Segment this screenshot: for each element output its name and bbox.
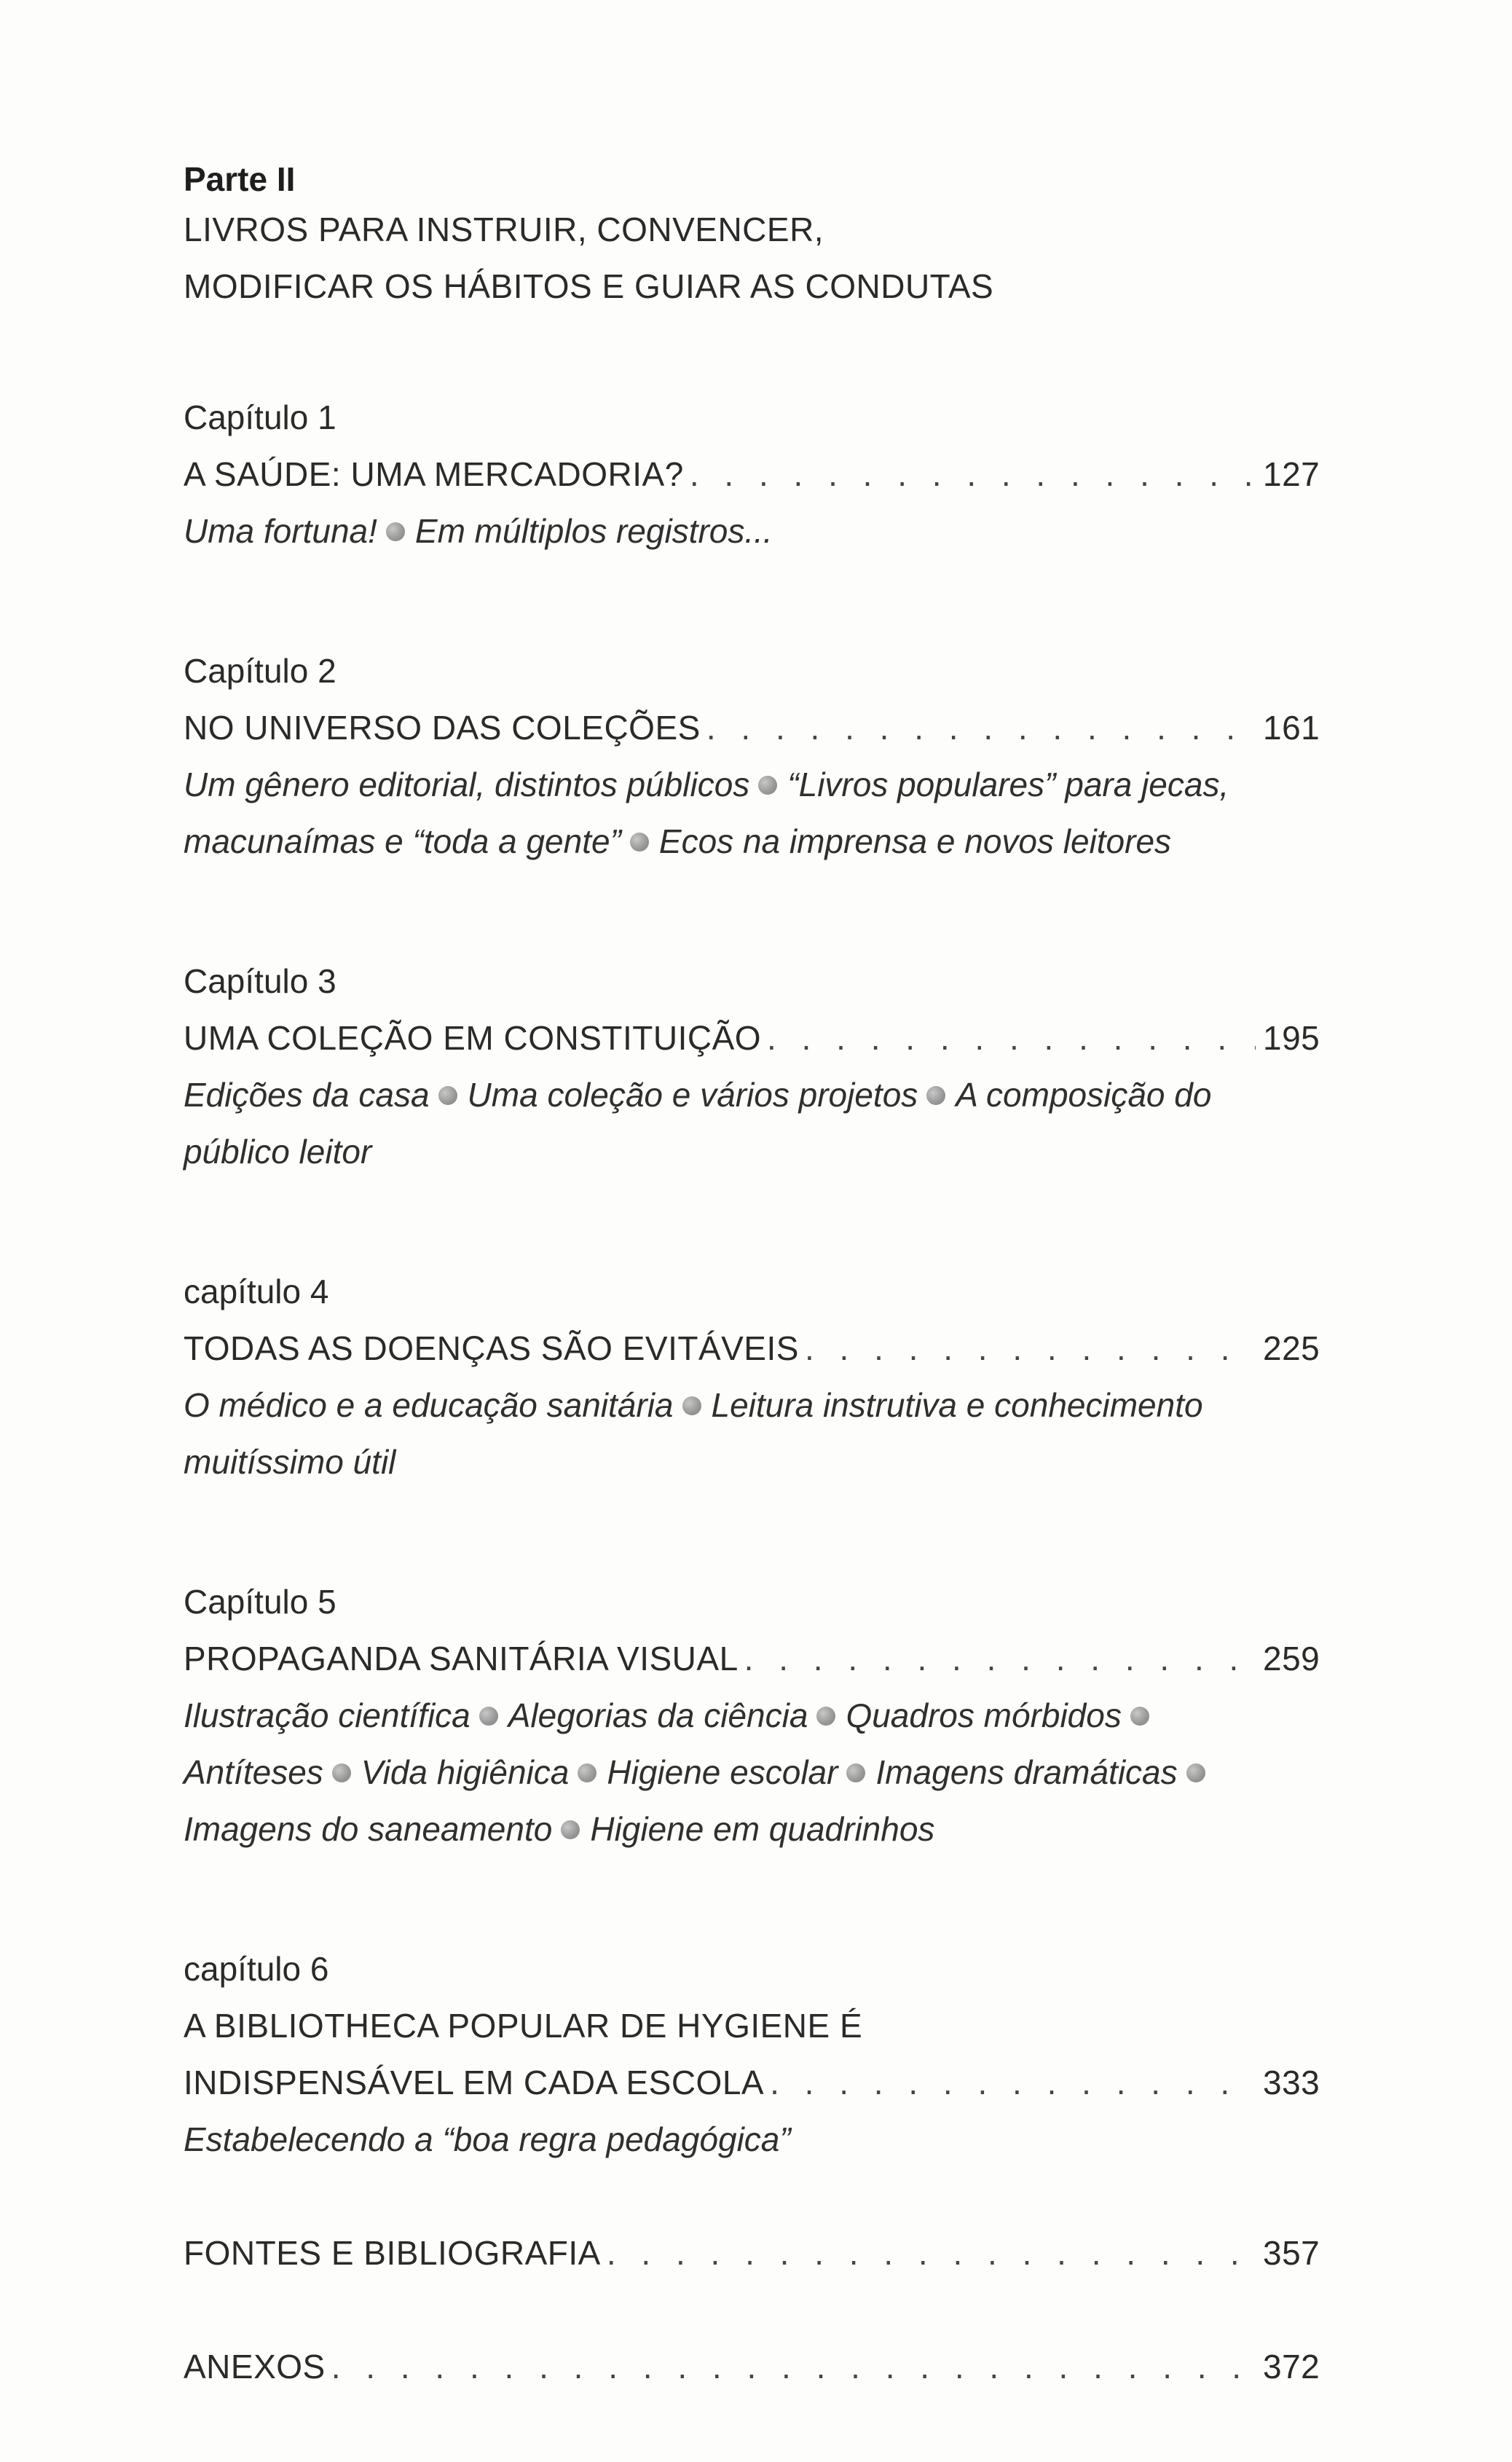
table-of-contents (184, 157, 1320, 2395)
chapter-4 (184, 1263, 1320, 1490)
chapter-label: capítulo 4 (184, 1273, 329, 1310)
chapter-subtopics (184, 1377, 1240, 1490)
bullet-icon (682, 1396, 701, 1415)
subtopic: Estabelecendo a “boa regra pedagógica” (184, 2120, 791, 2158)
subtopic: Imagens dramáticas (875, 1753, 1178, 1791)
chapter-subtopics (184, 2111, 1240, 2168)
subtopic: Alegorias da ciência (508, 1696, 808, 1734)
chapter-title: NO UNIVERSO DAS COLEÇÕES (184, 709, 701, 747)
chapter-label: Capítulo 2 (184, 652, 336, 690)
back-matter-title: FONTES E BIBLIOGRAFIA (184, 2234, 601, 2272)
bullet-icon (479, 1707, 498, 1726)
chapter-title: A SAÚDE: UMA MERCADORIA? (184, 455, 684, 493)
dot-leader (607, 2225, 1256, 2281)
chapter-title-entry[interactable] (184, 2054, 1320, 2111)
chapter-label: Capítulo 1 (184, 398, 336, 436)
bullet-icon (1130, 1707, 1149, 1726)
chapter-title-entry[interactable] (184, 699, 1320, 756)
dot-leader (331, 2338, 1256, 2395)
subtopic: Antíteses (184, 1753, 323, 1791)
subtopic: Ecos na imprensa e novos leitores (658, 822, 1172, 860)
bullet-icon (630, 833, 649, 852)
subtopic: Uma coleção e vários projetos (467, 1076, 918, 1114)
page-number: 372 (1263, 2348, 1320, 2386)
chapter-5 (184, 1573, 1320, 1857)
part-title-line-1: LIVROS PARA INSTRUIR, CONVENCER, (184, 211, 824, 248)
dot-leader (767, 1010, 1256, 1066)
dot-leader (744, 1630, 1256, 1687)
chapter-label: Capítulo 3 (184, 962, 336, 1000)
chapter-title-entry[interactable] (184, 1010, 1320, 1066)
chapter-title-line-1: A BIBLIOTHECA POPULAR DE HYGIENE É (184, 2007, 863, 2045)
subtopic: Leitura instrutiva e conhecimento muitíssimo útil (184, 1386, 1203, 1481)
subtopic: Imagens do saneamento (184, 1810, 553, 1848)
back-matter-annexes (184, 2338, 1320, 2395)
part-title-line-2: MODIFICAR OS HÁBITOS E GUIAR AS CONDUTAS (184, 267, 994, 305)
chapter-subtopics (184, 1066, 1240, 1180)
chapter-1 (184, 389, 1320, 559)
subtopic: A composição do público leitor (184, 1076, 1212, 1171)
chapter-3 (184, 953, 1320, 1180)
chapter-title: PROPAGANDA SANITÁRIA VISUAL (184, 1640, 739, 1678)
chapter-label: Capítulo 5 (184, 1583, 336, 1621)
chapter-title-entry[interactable] (184, 1320, 1320, 1377)
chapter-6 (184, 1940, 1320, 2168)
chapter-subtopics (184, 756, 1240, 870)
bullet-icon (438, 1086, 457, 1105)
back-matter-entry[interactable] (184, 2225, 1320, 2281)
page-number: 259 (1263, 1640, 1320, 1678)
page-number: 195 (1263, 1019, 1320, 1057)
bullet-icon (816, 1707, 835, 1726)
page-number: 161 (1263, 709, 1320, 747)
dot-leader (706, 699, 1256, 756)
subtopic: O médico e a educação sanitária (184, 1386, 674, 1424)
subtopic: Em múltiplos registros... (414, 512, 773, 550)
chapter-title: UMA COLEÇÃO EM CONSTITUIÇÃO (184, 1019, 762, 1057)
page-number: 225 (1263, 1329, 1320, 1367)
back-matter-bibliography (184, 2225, 1320, 2281)
page-number: 357 (1263, 2234, 1320, 2272)
chapter-2 (184, 642, 1320, 870)
subtopic: Uma fortuna! (184, 512, 377, 550)
subtopic: Vida higiênica (361, 1753, 570, 1791)
bullet-icon (386, 522, 405, 541)
chapter-title: INDISPENSÁVEL EM CADA ESCOLA (184, 2064, 765, 2101)
page-number: 127 (1263, 455, 1320, 493)
dot-leader (805, 1320, 1256, 1377)
subtopic: Ilustração científica (184, 1696, 470, 1734)
bullet-icon (578, 1763, 596, 1782)
chapter-title-entry[interactable] (184, 446, 1320, 503)
page-number: 333 (1263, 2064, 1320, 2101)
chapter-subtopics (184, 503, 1240, 559)
bullet-icon (561, 1820, 580, 1839)
bullet-icon (846, 1763, 865, 1782)
bullet-icon (332, 1763, 351, 1782)
back-matter-title: ANEXOS (184, 2348, 326, 2386)
subtopic: Quadros mórbidos (846, 1696, 1122, 1734)
subtopic: Higiene em quadrinhos (590, 1810, 935, 1848)
subtopic: “Livros populares” para jecas, macunaímas e “toda a gente” (184, 766, 1229, 860)
dot-leader (770, 2054, 1256, 2111)
subtopic: Edições da casa (184, 1076, 430, 1114)
bullet-icon (1186, 1763, 1205, 1782)
part-header (184, 157, 1320, 315)
chapter-title: TODAS AS DOENÇAS SÃO EVITÁVEIS (184, 1329, 799, 1367)
bullet-icon (926, 1086, 945, 1105)
chapter-label: capítulo 6 (184, 1950, 329, 1988)
subtopic: Higiene escolar (607, 1753, 838, 1791)
back-matter-entry[interactable] (184, 2338, 1320, 2395)
part-label: Parte II (184, 160, 296, 198)
dot-leader (690, 446, 1256, 503)
chapter-subtopics (184, 1687, 1240, 1857)
bullet-icon (758, 776, 777, 795)
subtopic: Um gênero editorial, distintos públicos (184, 766, 750, 803)
chapter-title-entry[interactable] (184, 1630, 1320, 1687)
